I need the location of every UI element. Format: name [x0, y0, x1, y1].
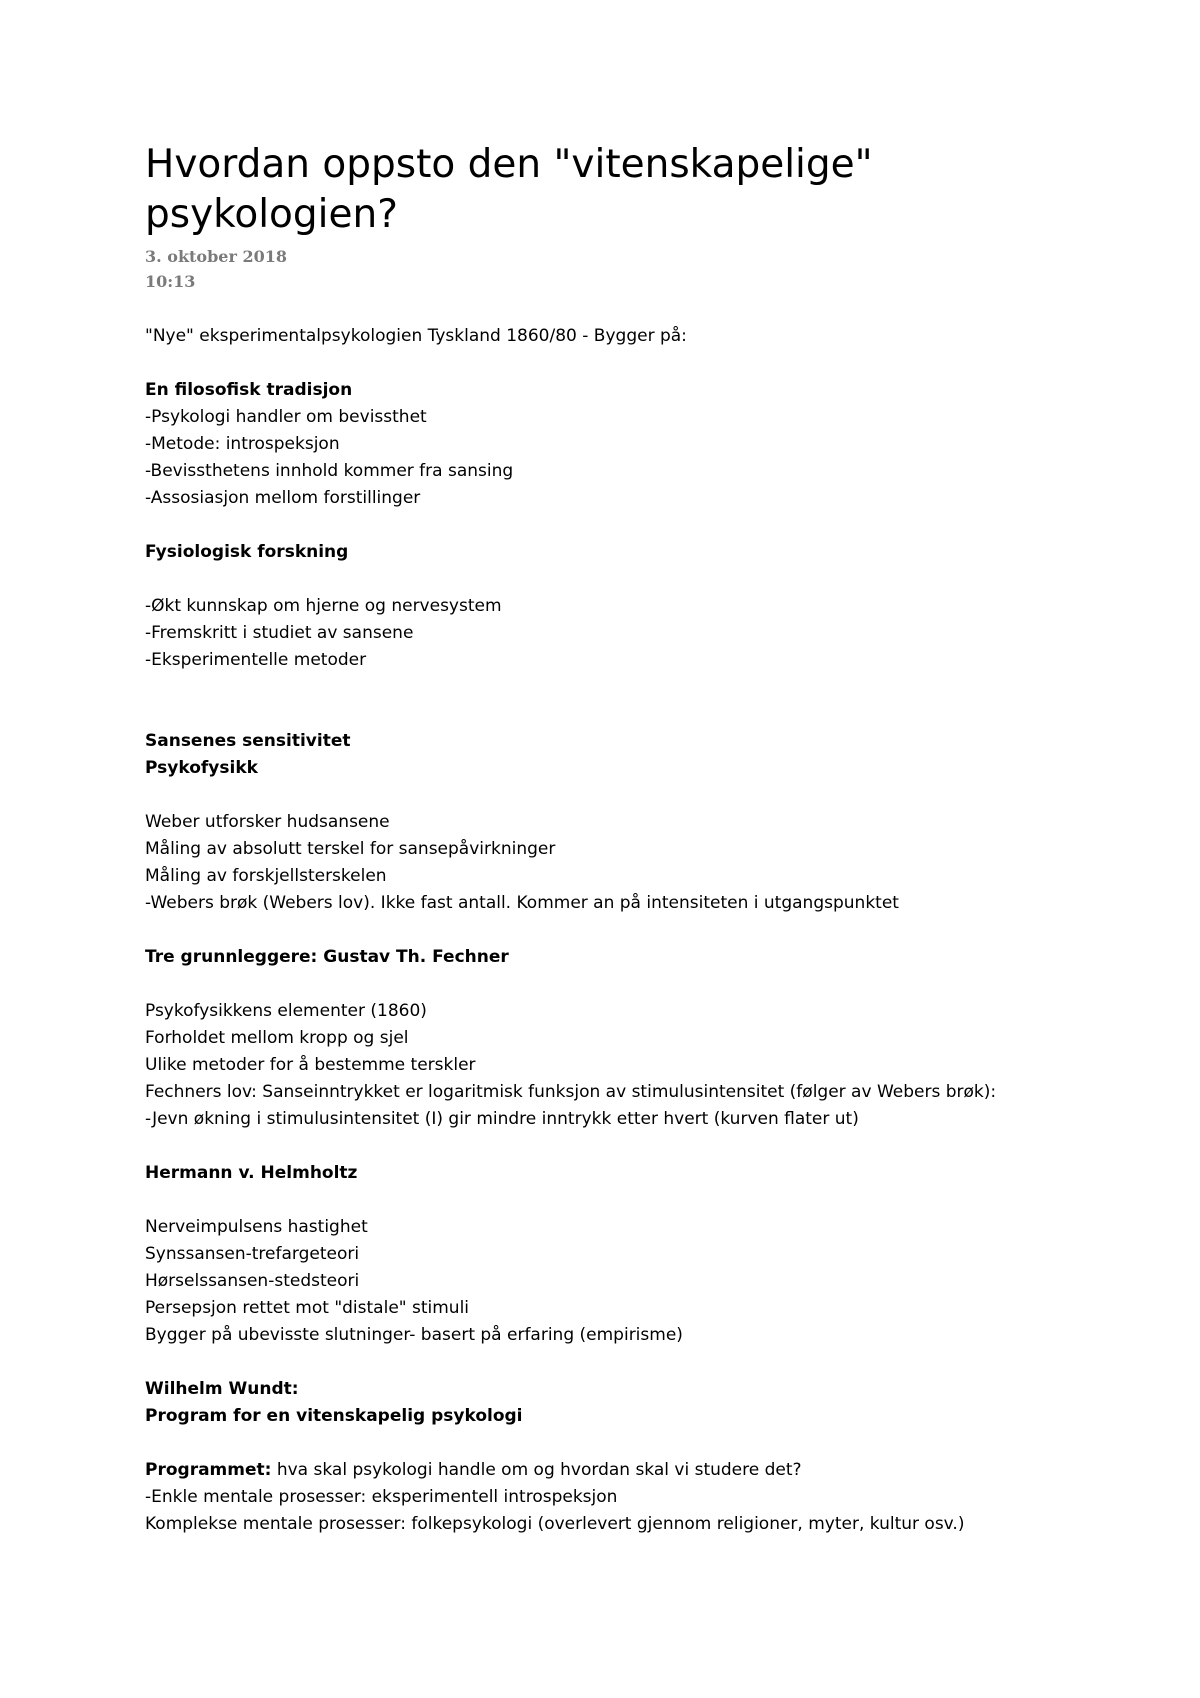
list-item: -Økt kunnskap om hjerne og nervesystem — [145, 596, 502, 616]
list-item: -Jevn økning i stimulusintensitet (I) gir mindre inntrykk etter hvert (kurven flater ut) — [145, 1109, 859, 1129]
section-subheading-psykofysikk: Psykofysikk — [145, 758, 258, 778]
page-title-line-1: Hvordan oppsto den "vitenskapelige" — [145, 142, 873, 187]
program-label: Programmet: — [145, 1460, 272, 1480]
list-item: Hørselssansen-stedsteori — [145, 1271, 360, 1291]
list-item: Forholdet mellom kropp og sjel — [145, 1028, 409, 1048]
program-text: hva skal psykologi handle om og hvordan skal vi studere det? — [271, 1460, 802, 1480]
list-item: Psykofysikkens elementer (1860) — [145, 1001, 427, 1021]
list-item: -Enkle mentale prosesser: eksperimentell introspeksjon — [145, 1487, 618, 1507]
section-heading-fysiologisk: Fysiologisk forskning — [145, 542, 349, 562]
page-content — [145, 140, 1155, 1538]
section-heading-fechner: Tre grunnleggere: Gustav Th. Fechner — [145, 947, 509, 967]
list-item: Fechners lov: Sanseinntrykket er logaritmisk funksjon av stimulusintensitet (følger av Webers brøk): — [145, 1082, 997, 1102]
timestamp — [145, 244, 1155, 294]
list-item: -Psykologi handler om bevissthet — [145, 407, 427, 427]
time-label: 10:13 — [145, 272, 196, 291]
page-title-line-2: psykologien? — [145, 192, 398, 237]
section-heading-sansenes: Sansenes sensitivitet — [145, 731, 351, 751]
list-item: Måling av absolutt terskel for sansepåvirkninger — [145, 839, 556, 859]
list-item: Weber utforsker hudsansene — [145, 812, 390, 832]
list-item: -Fremskritt i studiet av sansene — [145, 623, 414, 643]
list-item: Nerveimpulsens hastighet — [145, 1217, 368, 1237]
page-title — [145, 140, 1155, 240]
note-body — [145, 323, 1155, 1538]
section-heading-filosofisk: En filosofisk tradisjon — [145, 380, 353, 400]
list-item: Synssansen-trefargeteori — [145, 1244, 360, 1264]
list-item: Ulike metoder for å bestemme terskler — [145, 1055, 476, 1075]
section-heading-helmholtz: Hermann v. Helmholtz — [145, 1163, 358, 1183]
date-label: 3. oktober 2018 — [145, 247, 287, 266]
section-heading-wundt: Wilhelm Wundt: — [145, 1379, 299, 1399]
list-item: -Assosiasjon mellom forstillinger — [145, 488, 421, 508]
list-item: -Bevissthetens innhold kommer fra sansing — [145, 461, 514, 481]
list-item: -Metode: introspeksjon — [145, 434, 340, 454]
list-item: Persepsjon rettet mot "distale" stimuli — [145, 1298, 470, 1318]
list-item: Bygger på ubevisste slutninger- basert på erfaring (empirisme) — [145, 1325, 683, 1345]
intro-line: "Nye" eksperimentalpsykologien Tyskland 1860/80 - Bygger på: — [145, 326, 687, 346]
list-item: Måling av forskjellsterskelen — [145, 866, 387, 886]
list-item: -Eksperimentelle metoder — [145, 650, 367, 670]
program-line — [145, 1457, 1155, 1484]
list-item: Komplekse mentale prosesser: folkepsykologi (overlevert gjennom religioner, myter, kultur osv.) — [145, 1514, 965, 1534]
section-subheading-program: Program for en vitenskapelig psykologi — [145, 1406, 523, 1426]
list-item: -Webers brøk (Webers lov). Ikke fast antall. Kommer an på intensiteten i utgangspunktet — [145, 893, 899, 913]
